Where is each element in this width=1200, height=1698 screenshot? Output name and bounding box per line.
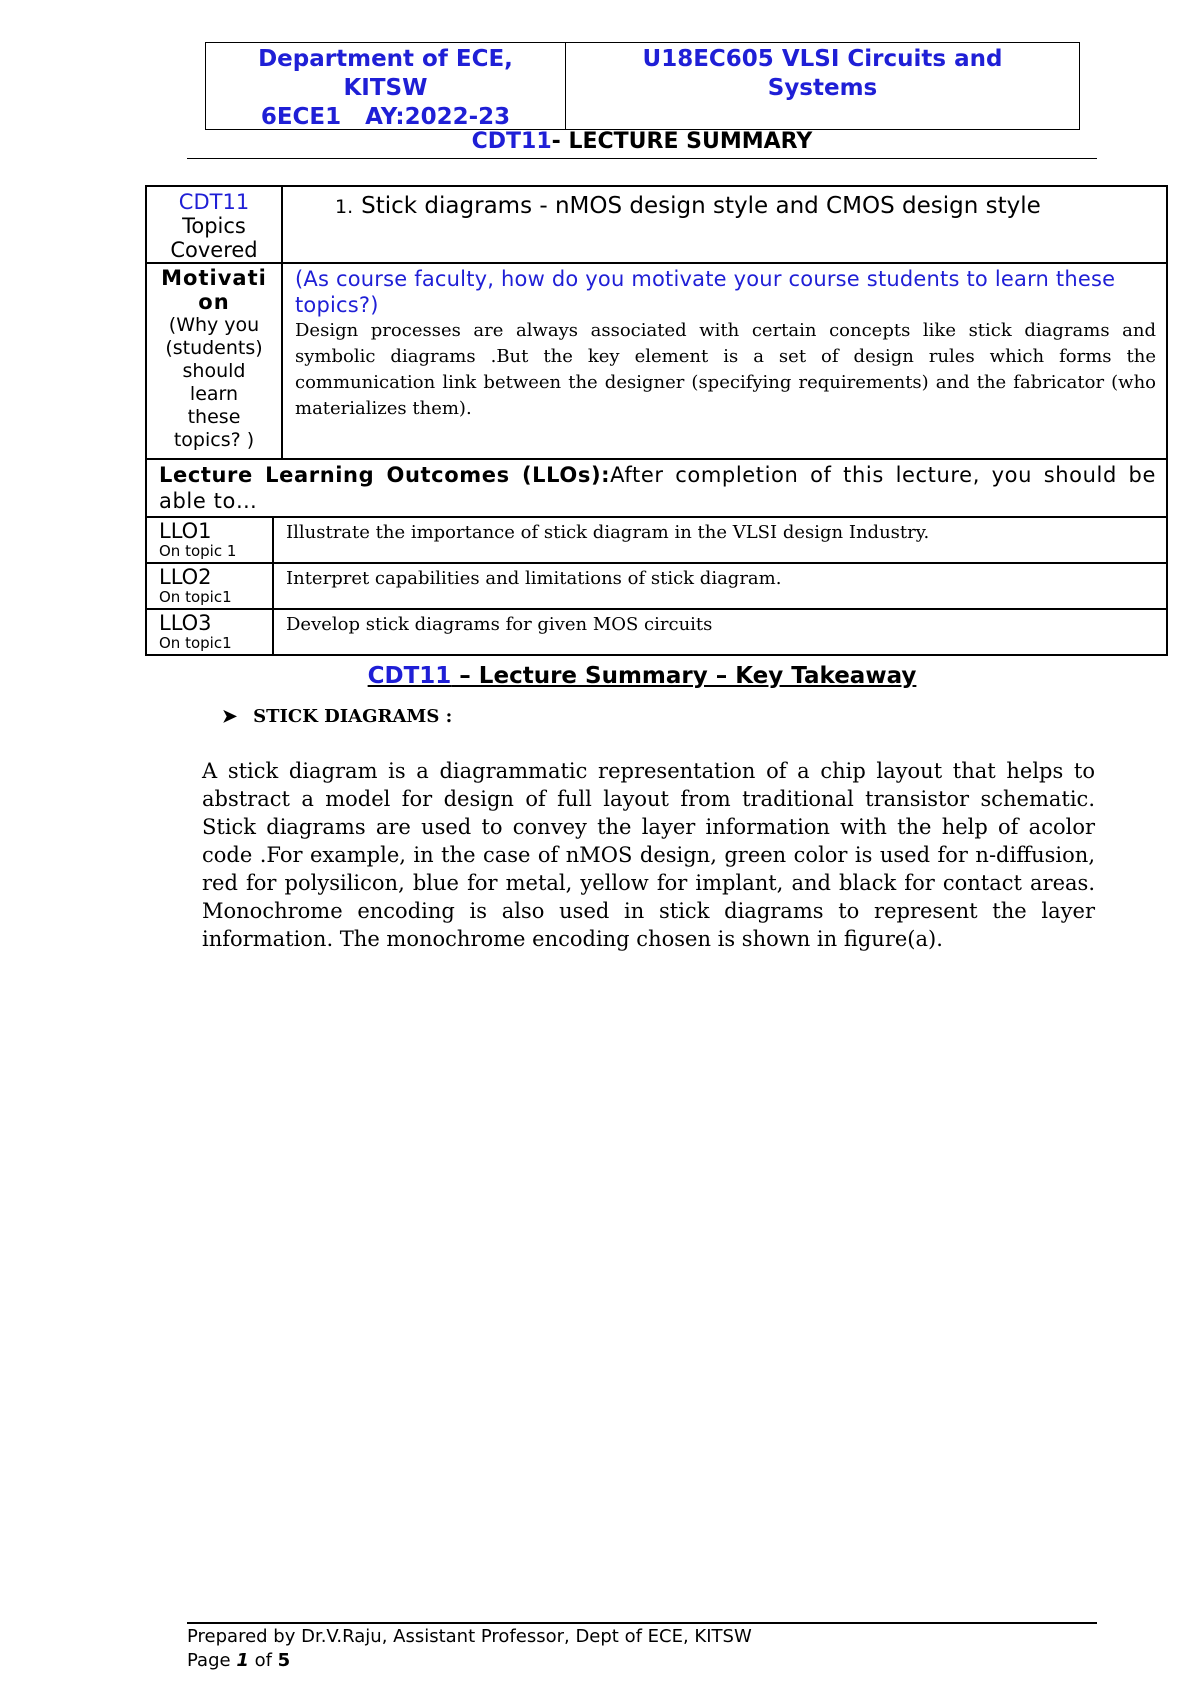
lecture-summary-title (187, 129, 1097, 154)
llo-id: LLO1 (159, 519, 212, 543)
topics-label-cell (146, 186, 282, 263)
course-line1: U18EC605 VLSI Circuits and (642, 46, 1003, 72)
llo-row (146, 609, 1167, 655)
section-heading (222, 706, 452, 727)
page-prefix: Page (187, 1650, 237, 1671)
motivation-label2: on (198, 290, 230, 314)
llo-heading (146, 459, 1167, 517)
motivation-label-cell (146, 263, 282, 459)
page-current: 1 (236, 1650, 249, 1671)
takeaway-code: CDT11 (367, 663, 452, 689)
llo-topic: On topic1 (159, 588, 232, 606)
motivation-sub3: learn (189, 383, 239, 405)
title-code: CDT11 (471, 129, 552, 154)
key-takeaway-title (187, 663, 1097, 689)
summary-paragraph: A stick diagram is a diagrammatic representation of a chip layout that helps to abstract a model for design of full layout from traditional transistor schematic. Stick diagrams are used to convey the layer information with the help of acolor code .For example, in the case of nMOS design, green color is used for n-diffusion, red for polysilicon, blue for metal, yellow for implant, and black for contact areas. Monochrome encoding is also used in stick diagrams to represent the layer information. The monochrome encoding chosen is shown in figure(a). (202, 759, 1095, 951)
section-heading-text: STICK DIAGRAMS : (253, 706, 453, 727)
title-rest: - LECTURE SUMMARY (551, 129, 813, 154)
course-cell (566, 43, 1079, 129)
topic-text: Stick diagrams - nMOS design style and CMOS design style (361, 193, 1041, 219)
footer-page-number (187, 1650, 290, 1671)
llo-id-cell (147, 564, 273, 608)
llo-id-cell (147, 518, 273, 562)
arrow-bullet-icon: ➤ (222, 706, 238, 727)
topics-cell (282, 186, 1167, 263)
llo-desc: Illustrate the importance of stick diagram in the VLSI design Industry. (286, 522, 930, 543)
title-divider (187, 158, 1097, 159)
motivation-sub1: (students) (165, 337, 263, 359)
dept-line2: KITSW (343, 75, 428, 101)
llo-topic: On topic 1 (159, 542, 237, 560)
footer-divider (187, 1622, 1097, 1624)
dept-line1: Department of ECE, (258, 46, 513, 72)
footer-prepared-by: Prepared by Dr.V.Raju, Assistant Professor, Dept of ECE, KITSW (187, 1626, 752, 1647)
header-box (205, 42, 1080, 130)
llo-desc: Interpret capabilities and limitations of stick diagram. (286, 568, 782, 589)
course-line2: Systems (767, 75, 878, 101)
motivation-body: Design processes are always associated with certain concepts like stick diagrams and symbolic diagrams .But the key element is a set of design rules which forms the communication link between the designer (specifying requirements) and the fabricator (who materializes them). (295, 320, 1156, 419)
takeaway-rest: – Lecture Summary – Key Takeaway (451, 663, 917, 689)
llo-row (146, 517, 1167, 563)
motivation-sub5: topics? ) (173, 429, 255, 451)
llo-id: LLO3 (159, 611, 212, 635)
motivation-label1: Motivati (161, 266, 267, 290)
motivation-question: (As course faculty, how do you motivate your course students to learn these topics?) (295, 267, 1116, 317)
motivation-cell (282, 263, 1167, 459)
llo-row (146, 563, 1167, 609)
topics-code: CDT11 (178, 190, 250, 214)
dept-line3: 6ECE1 AY:2022-23 (260, 104, 511, 130)
llo-heading-bold: Lecture Learning Outcomes (LLOs): (159, 463, 611, 487)
topics-label1: Topics (182, 214, 246, 238)
page-of: of (248, 1650, 278, 1671)
llo-topic: On topic1 (159, 634, 232, 652)
llo-heading-rest: After completion of this lecture, you should be able to… (159, 463, 1156, 513)
motivation-sub4: these (187, 406, 241, 428)
department-cell (206, 43, 566, 129)
motivation-sub0: (Why you (168, 314, 260, 336)
summary-table (145, 185, 1168, 656)
llo-id-cell (147, 610, 273, 654)
topic-number: 1. (335, 196, 354, 218)
topics-label2: Covered (170, 238, 258, 262)
page-total: 5 (277, 1650, 291, 1671)
motivation-sub2: should (182, 360, 246, 382)
llo-desc: Develop stick diagrams for given MOS circuits (286, 614, 713, 635)
llo-id: LLO2 (159, 565, 212, 589)
